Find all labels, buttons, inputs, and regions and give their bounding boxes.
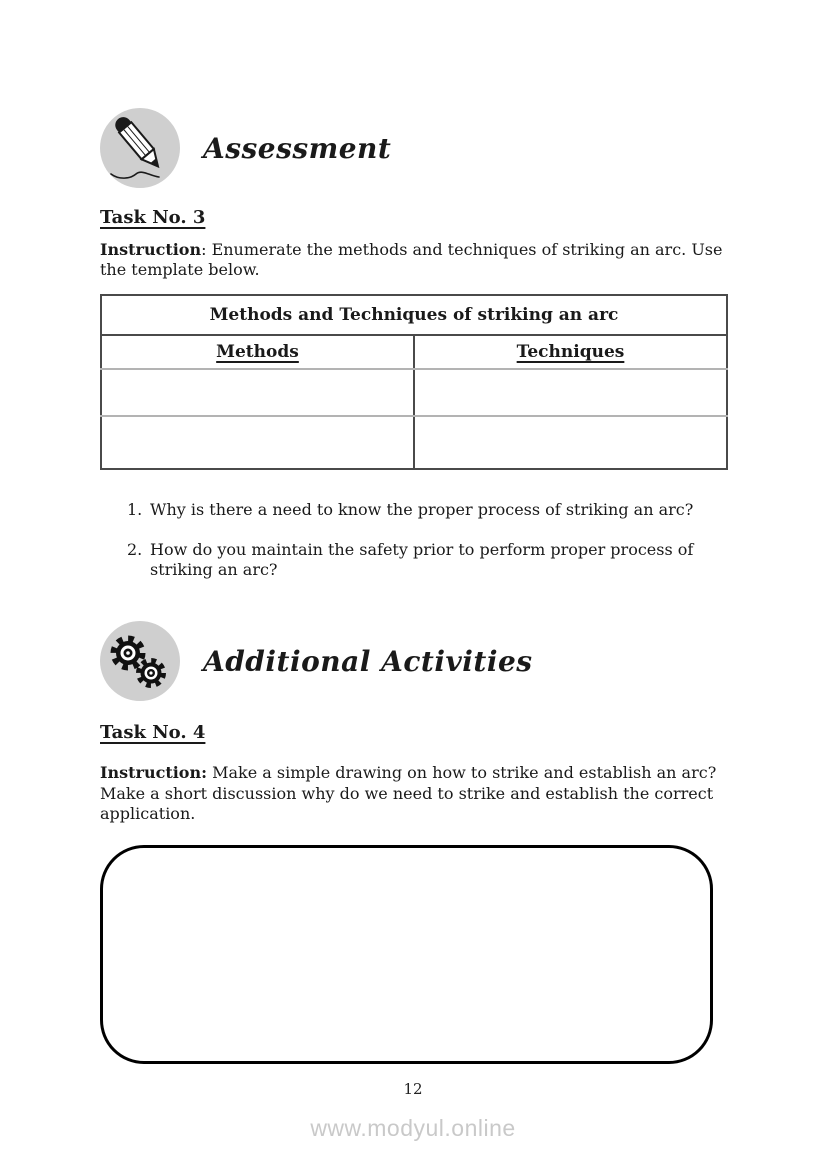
additional-activities-section-header [99, 620, 533, 702]
drawing-box [100, 845, 713, 1064]
task3-instruction-label: Instruction [100, 240, 202, 259]
methods-techniques-table [100, 294, 728, 470]
additional-activities-heading: Additional Activities [203, 644, 533, 678]
column-header-techniques: Techniques [414, 335, 727, 369]
question-1-number: 1. [127, 500, 143, 519]
question-1-text: Why is there a need to know the proper process of striking an arc? [150, 500, 694, 519]
questions-list [100, 500, 730, 580]
column-header-methods: Methods [101, 335, 414, 369]
task4-instruction [100, 763, 730, 825]
page-number: 12 [403, 1080, 423, 1098]
assessment-section-header [99, 107, 391, 189]
pencil-icon [99, 107, 181, 189]
question-2-text: How do you maintain the safety prior to perform proper process of striking an arc? [150, 540, 694, 579]
techniques-cell-2 [414, 416, 727, 469]
task4-instruction-text: Make a simple drawing on how to strike and establish an arc? Make a short discussion why do we need to strike and establish the correct application. [100, 763, 717, 823]
watermark: www.modyul.online [310, 1115, 516, 1141]
task3-title: Task No. 3 [100, 207, 206, 228]
assessment-heading: Assessment [203, 131, 392, 165]
question-2-number: 2. [127, 540, 143, 559]
techniques-cell-1 [414, 369, 727, 416]
question-item-1 [100, 500, 730, 520]
methods-cell-2 [101, 416, 414, 469]
task4-instruction-label: Instruction: [100, 763, 207, 782]
table-title: Methods and Techniques of striking an arc [101, 295, 727, 335]
methods-cell-1 [101, 369, 414, 416]
gears-icon [99, 620, 181, 702]
task3-instruction [100, 240, 730, 279]
question-item-2 [100, 540, 730, 580]
task3-instruction-text: : Enumerate the methods and techniques of striking an arc. Use the template below. [100, 240, 723, 279]
task4-title: Task No. 4 [100, 722, 206, 743]
